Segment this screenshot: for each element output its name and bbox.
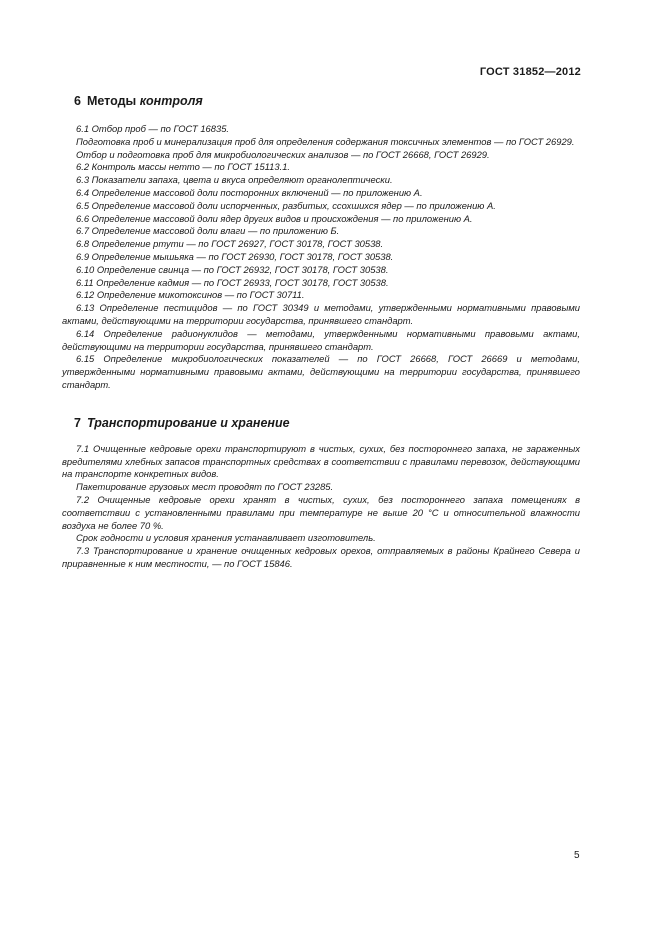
- paragraph-6-3: 6.3 Показатели запаха, цвета и вкуса определяют органолептически.: [76, 174, 393, 186]
- paragraph-6-15: 6.15 Определение микробиологических показателей — по ГОСТ 26668, ГОСТ 26669 и методами, утвержденными нормативными правовыми актами, действующими на территории государства, принявшего стандарт.: [62, 353, 580, 390]
- paragraph-7-2: 7.2 Очищенные кедровые орехи хранят в чистых, сухих, без постороннего запаха помещениях в соответствии с установленными правилами при температуре не выше 20 °С и относительной влажности воздуха не более 70 %.: [62, 493, 580, 531]
- paragraph-6-8: 6.8 Определение ртути — по ГОСТ 26927, ГОСТ 30178, ГОСТ 30538.: [76, 238, 384, 250]
- section-6-heading: [62, 94, 580, 108]
- section-6-title-upright: Методы: [86, 94, 137, 108]
- paragraph-6-4: 6.4 Определение массовой доли посторонних включений — по приложению А.: [76, 186, 423, 198]
- paragraph-6-5: 6.5 Определение массовой доли испорченных, разбитых, ссохшихся ядер — по приложению А.: [76, 199, 496, 211]
- paragraph-7-2-shelf-life: Срок годности и условия хранения устанавливает изготовитель.: [76, 532, 376, 544]
- paragraph-7-1: 7.1 Очищенные кедровые орехи транспортируют в чистых, сухих, без постороннего запаха, не зараженных вредителями хлебных запасов транспортных средствах в соответствии с правилами перевозок, действующими на транспорте конкретных видов.: [62, 442, 580, 480]
- section-6-title-italic: контроля: [139, 94, 203, 108]
- paragraph-6-10: 6.10 Определение свинца — по ГОСТ 26932, ГОСТ 30178, ГОСТ 30538.: [76, 263, 389, 275]
- paragraph-6-14: 6.14 Определение радионуклидов — методами, утвержденными нормативными правовыми актами, действующими на территории государства, принявшего стандарт.: [62, 327, 580, 352]
- paragraph-6-1-prep-micro: Отбор и подготовка проб для микробиологических анализов — по ГОСТ 26668, ГОСТ 26929.: [76, 148, 490, 160]
- paragraph-6-6: 6.6 Определение массовой доли ядер других видов и происхождения — по приложению А.: [76, 212, 473, 224]
- paragraph-7-1-packaging: Пакетирование грузовых мест проводят по ГОСТ 23285.: [76, 481, 334, 493]
- page-content: [62, 94, 580, 571]
- paragraph-7-3: 7.3 Транспортирование и хранение очищенных кедровых орехов, отправляемых в районы Крайнего Севера и приравненные к ним местности, — по ГОСТ 15846.: [62, 545, 580, 569]
- paragraph-6-13: 6.13 Определение пестицидов — по ГОСТ 30349 и методами, утвержденными нормативными правовыми актами, действующими на территории государства, принявшего стандарт.: [62, 302, 580, 326]
- section-6-body: [62, 123, 580, 392]
- section-7-title: Транспортирование и хранение: [86, 415, 290, 430]
- paragraph-6-2: 6.2 Контроль массы нетто — по ГОСТ 15113.1.: [76, 161, 291, 173]
- paragraph-6-1: 6.1 Отбор проб — по ГОСТ 16835.: [76, 123, 230, 134]
- paragraph-6-7: 6.7 Определение массовой доли влаги — по приложению Б.: [76, 225, 340, 237]
- paragraph-6-12: 6.12 Определение микотоксинов — по ГОСТ 30711.: [76, 289, 305, 301]
- section-6-number: 6: [74, 94, 81, 108]
- paragraph-6-11: 6.11 Определение кадмия — по ГОСТ 26933, ГОСТ 30178, ГОСТ 30538.: [76, 276, 389, 288]
- paragraph-6-1-prep-toxic: Подготовка проб и минерализация проб для определения содержания токсичных элементов — по ГОСТ 26929.: [76, 135, 575, 147]
- section-7-number: 7: [74, 415, 81, 430]
- paragraph-6-9: 6.9 Определение мышьяка — по ГОСТ 26930, ГОСТ 30178, ГОСТ 30538.: [76, 250, 394, 262]
- page-number: 5: [574, 850, 580, 861]
- section-7-body: [62, 443, 580, 571]
- document-header: ГОСТ 31852—2012: [479, 66, 581, 78]
- section-7-heading: [62, 416, 580, 430]
